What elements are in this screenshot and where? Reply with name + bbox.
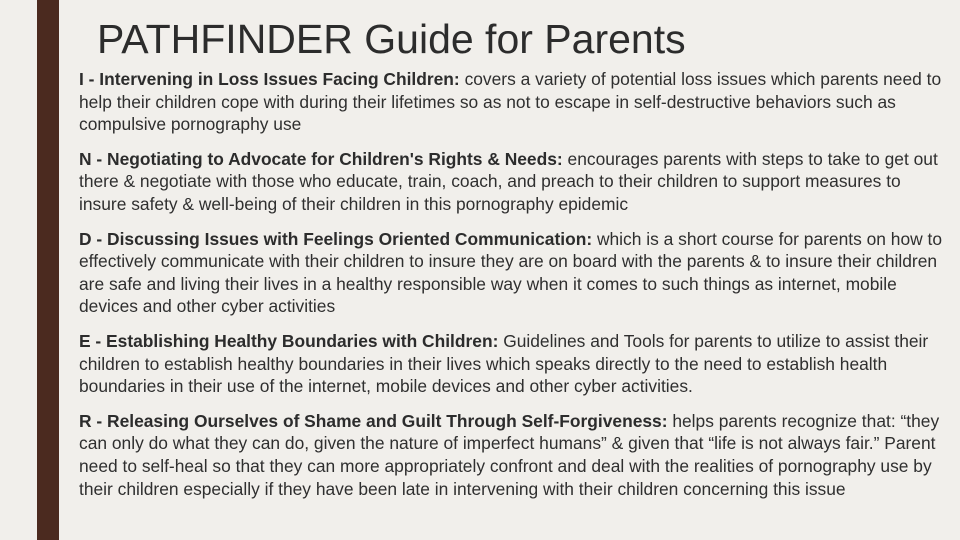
list-item-negotiating bbox=[79, 148, 947, 216]
slide-content bbox=[79, 68, 947, 512]
list-item-intervening bbox=[79, 68, 947, 136]
list-item-establishing bbox=[79, 330, 947, 398]
item-heading: R - Releasing Ourselves of Shame and Guilt Through Self-Forgiveness: bbox=[79, 410, 668, 431]
item-body: Guidelines and Tools for parents to utilize to assist their children to establish healthy boundaries in their lives which speaks directly to the need to establish health boundaries in their use of the internet, mobile devices and other cyber activities. bbox=[79, 330, 929, 397]
item-heading: N - Negotiating to Advocate for Children's Rights & Needs: bbox=[79, 148, 563, 169]
item-body: which is a short course for parents on how to effectively communicate with their children to insure they are on board with the parents & to insure their children are safe and living their lives in a healthy responsible way when it comes to such things as internet, mobile devices and other cyber activities bbox=[79, 228, 943, 317]
accent-sidebar-bar bbox=[37, 0, 59, 540]
list-item-releasing bbox=[79, 410, 947, 500]
item-heading: D - Discussing Issues with Feelings Oriented Communication: bbox=[79, 228, 593, 249]
list-item-discussing bbox=[79, 228, 947, 318]
item-body: covers a variety of potential loss issues which parents need to help their children cope with during their lifetimes so as not to escape in self-destructive behaviors such as compulsive pornography use bbox=[79, 69, 942, 135]
item-heading: I - Intervening in Loss Issues Facing Children: bbox=[79, 69, 460, 89]
item-body: helps parents recognize that: “they can only do what they can do, given the nature of imperfect humans” & given that “life is not always fair.” Parent need to self-heal so that they can more appropriately confront and deal with the realities of pornography use by their children especially if they have been late in intervening with their children concerning this issue bbox=[79, 410, 940, 499]
slide-title: PATHFINDER Guide for Parents bbox=[97, 16, 686, 62]
item-body: encourages parents with steps to take to get out there & negotiate with those who educate, train, coach, and preach to their children to support measures to insure safety & well-being of their children in this pornography epidemic bbox=[79, 148, 938, 214]
item-heading: E - Establishing Healthy Boundaries with Children: bbox=[79, 330, 499, 351]
